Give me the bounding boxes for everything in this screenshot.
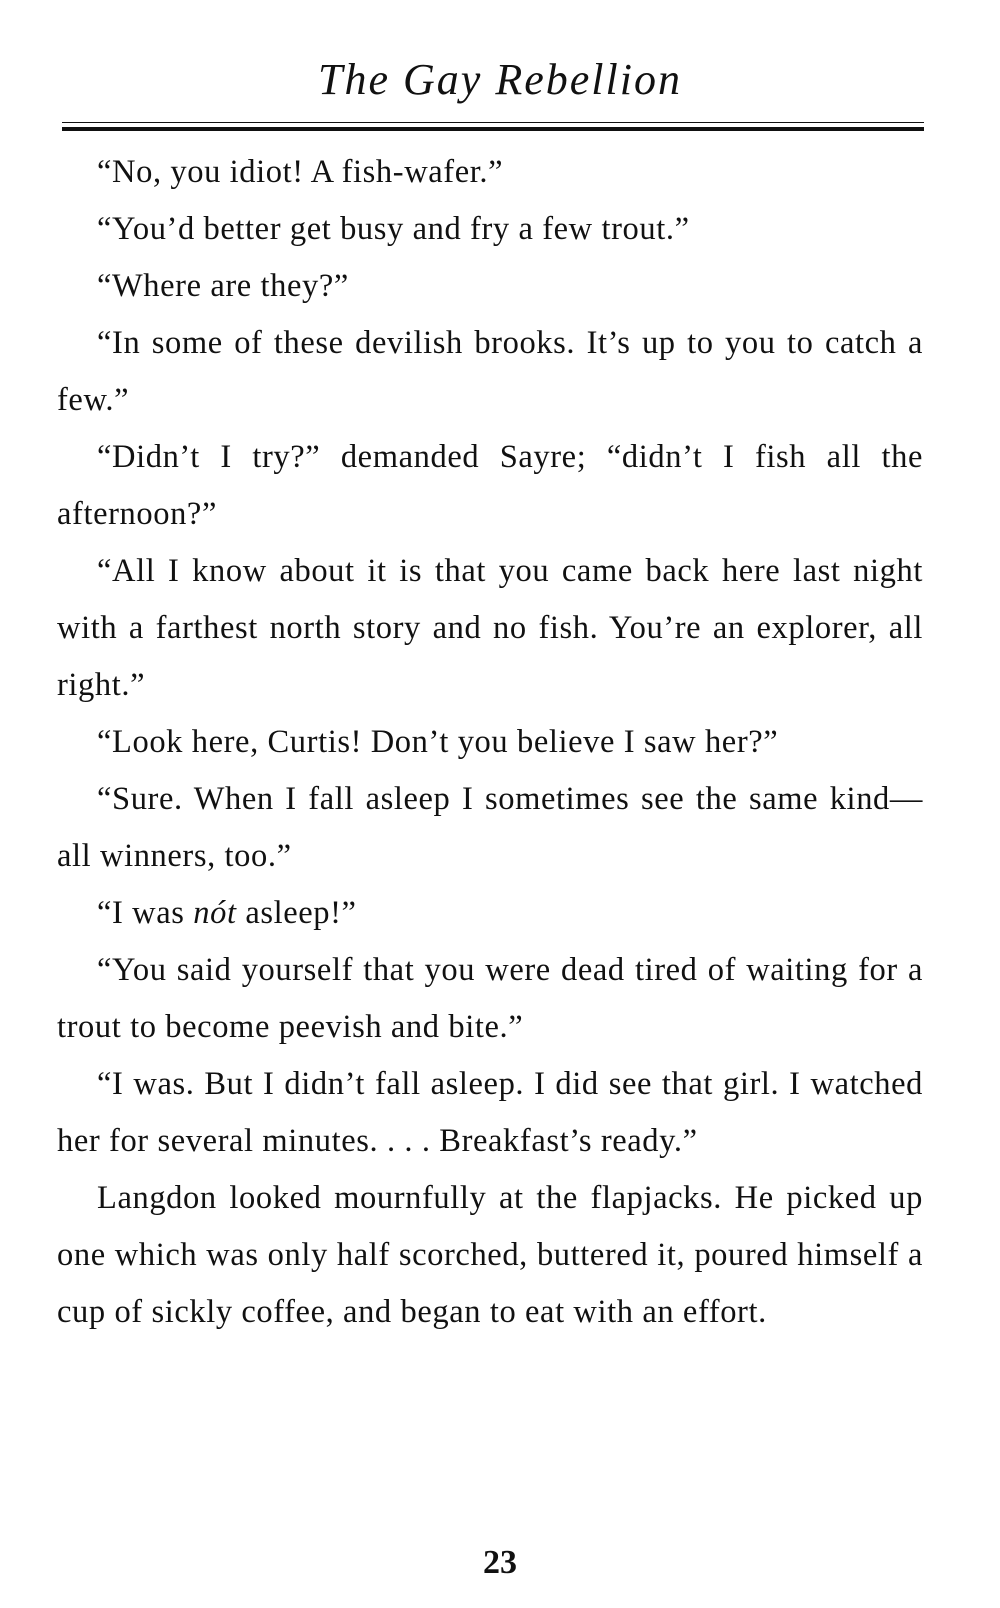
paragraph: “Where are they?” — [97, 268, 349, 304]
paragraph: “Look here, Curtis! Don’t you believe I saw her?” — [97, 724, 779, 760]
running-head: The Gay Rebellion — [318, 55, 682, 104]
body-text — [57, 144, 923, 1341]
paragraph: “All I know about it is that you came back here last night with a farthest north story and no fish. You’re an explorer, all right.” — [57, 553, 923, 703]
header-rule-thick — [62, 127, 924, 131]
emphasized-word: nót — [193, 895, 237, 931]
text-run: “I was — [97, 895, 194, 931]
text-run: asleep!” — [236, 895, 357, 931]
paragraph: “You said yourself that you were dead tired of waiting for a trout to become peevish and bite.” — [57, 952, 923, 1045]
paragraph: “I was. But I didn’t fall asleep. I did see that girl. I watched her for several minutes. . . . Breakfast’s ready.” — [57, 1066, 923, 1159]
paragraph: Langdon looked mournfully at the flapjacks. He picked up one which was only half scorched, buttered it, poured himself a cup of sickly coffee, and began to eat with an effort. — [57, 1180, 923, 1330]
paragraph: “No, you idiot! A fish-wafer.” — [97, 154, 504, 190]
paragraph: “In some of these devilish brooks. It’s up to you to catch a few.” — [57, 325, 923, 418]
paragraph — [57, 885, 923, 942]
paragraph: “You’d better get busy and fry a few trout.” — [97, 211, 690, 247]
header-rule-thin — [62, 122, 924, 123]
paragraph: “Sure. When I fall asleep I sometimes see the same kind—all winners, too.” — [57, 781, 923, 874]
page-number: 23 — [483, 1544, 517, 1581]
paragraph: “Didn’t I try?” demanded Sayre; “didn’t I fish all the afternoon?” — [57, 439, 923, 532]
